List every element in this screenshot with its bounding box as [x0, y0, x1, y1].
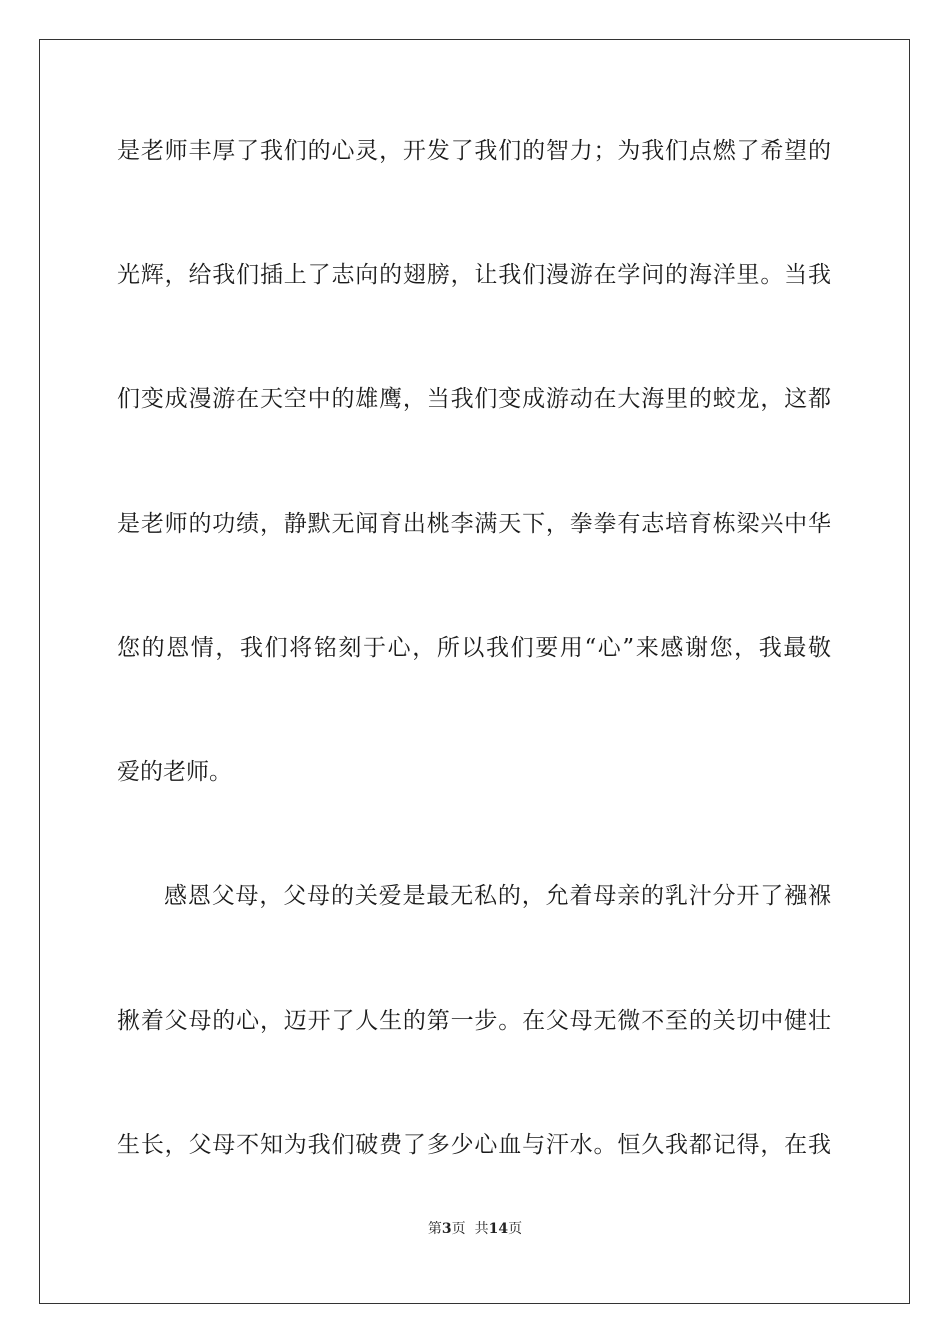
- footer-page-current: 3: [441, 1221, 452, 1237]
- text-line-1: 是老师丰厚了我们的心灵，开发了我们的智力；为我们点燃了希望的: [117, 138, 831, 164]
- footer-page-mid: 页 共: [451, 1221, 489, 1237]
- text-line-7: 感恩父母，父母的关爱是最无私的，允着母亲的乳汁分开了襁褓: [164, 883, 831, 909]
- footer-page-suffix: 页: [508, 1221, 523, 1237]
- text-line-9: 生长，父母不知为我们破费了多少心血与汗水。恒久我都记得，在我: [117, 1132, 831, 1158]
- text-line-6: 爱的老师。: [117, 759, 232, 785]
- text-line-2: 光辉，给我们插上了志向的翅膀，让我们漫游在学问的海洋里。当我: [117, 262, 831, 288]
- footer-page-prefix: 第: [427, 1221, 442, 1237]
- page-frame: [39, 39, 910, 1304]
- text-line-4: 是老师的功绩，静默无闻育出桃李满天下，拳拳有志培育栋梁兴中华: [117, 511, 831, 537]
- text-line-3: 们变成漫游在天空中的雄鹰，当我们变成游动在大海里的蛟龙，这都: [117, 386, 831, 412]
- page-footer: [0, 1219, 950, 1239]
- text-line-5: 您的恩情，我们将铭刻于心，所以我们要用“心”来感谢您，我最敬: [117, 635, 831, 661]
- footer-page-total: 14: [488, 1221, 509, 1237]
- text-line-8: 揪着父母的心，迈开了人生的第一步。在父母无微不至的关切中健壮: [117, 1008, 831, 1034]
